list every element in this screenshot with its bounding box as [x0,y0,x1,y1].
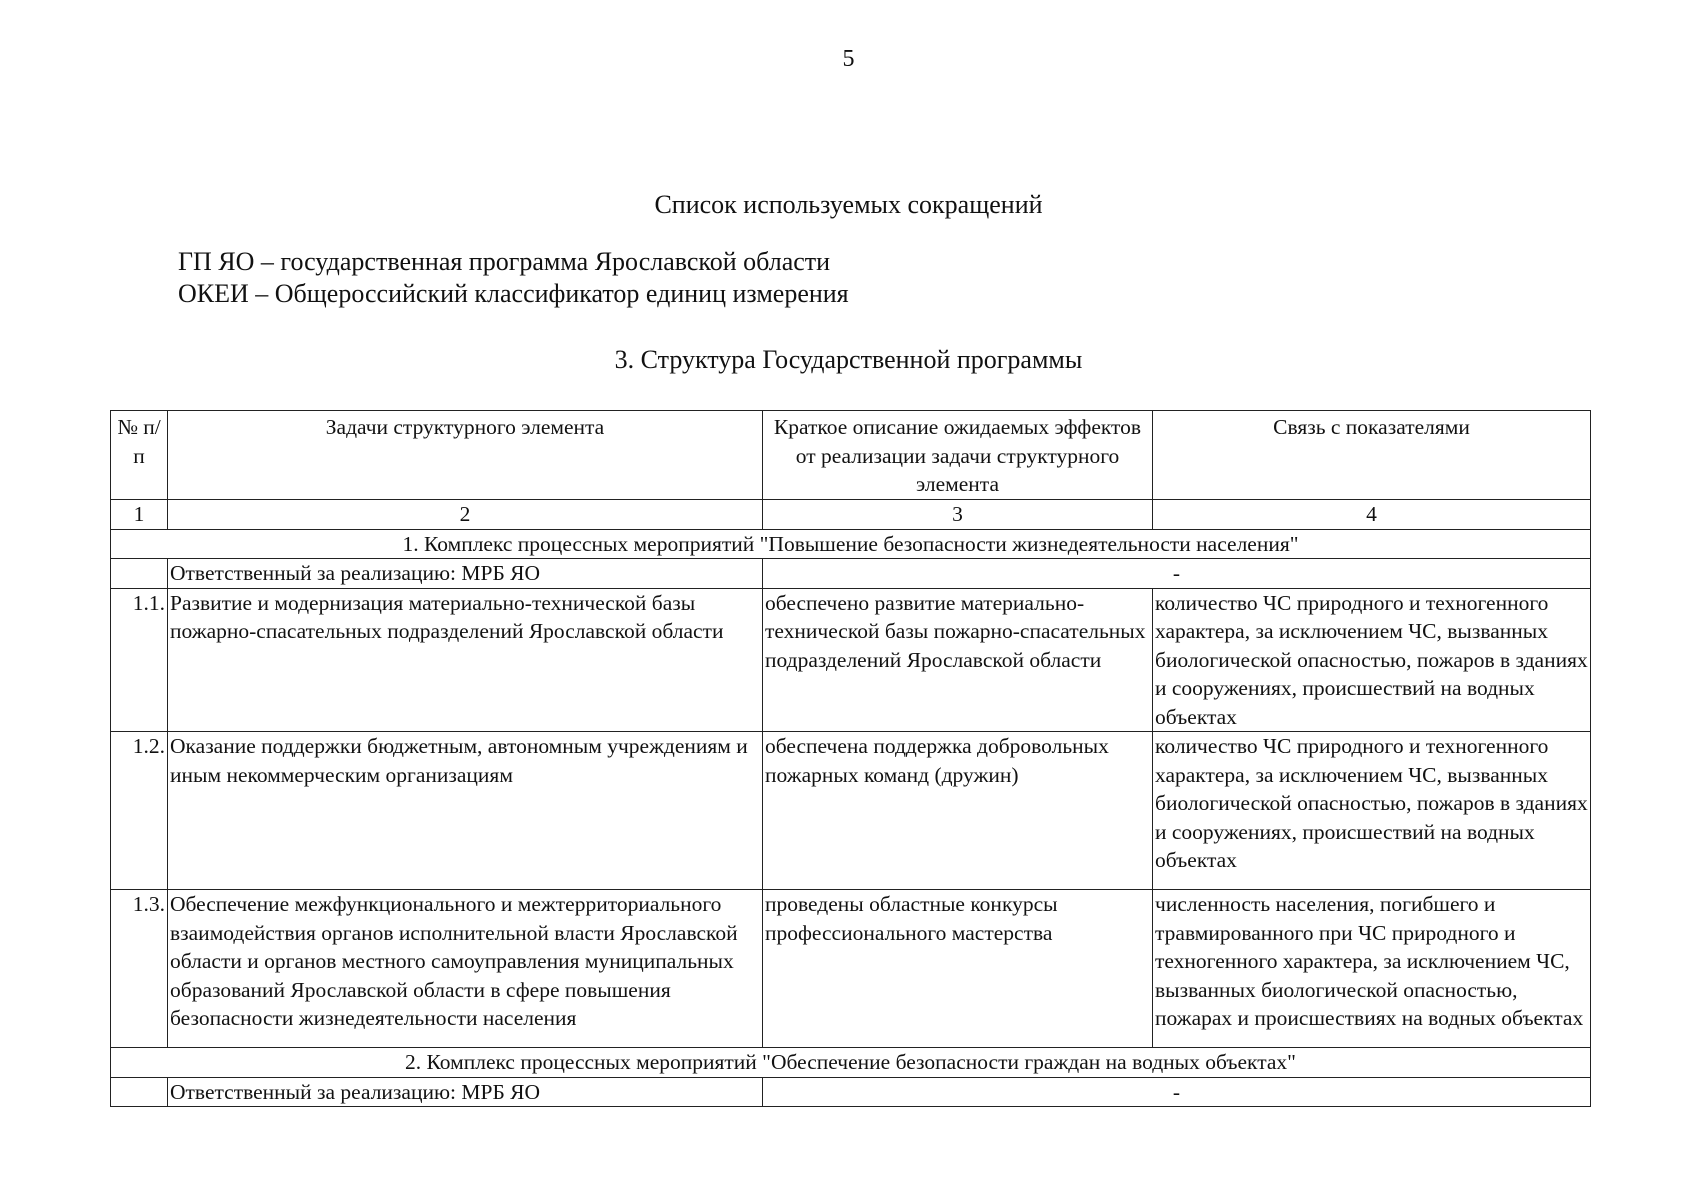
responsible-label: Ответственный за реализацию: МРБ ЯО [168,559,763,589]
row-number: 1.1. [111,588,168,732]
responsible-value: - [763,559,1591,589]
header-indicator: Связь с показателями [1153,411,1591,500]
group-title: 2. Комплекс процессных мероприятий "Обеспечение безопасности граждан на водных объектах" [111,1048,1591,1078]
responsible-label: Ответственный за реализацию: МРБ ЯО [168,1077,763,1107]
structure-table [110,410,1591,1107]
row-task: Развитие и модернизация материально-технической базы пожарно-спасательных подразделений Ярославской области [168,588,763,732]
abbreviations-list [178,246,849,310]
abbreviations-title: Список используемых сокращений [654,190,1043,219]
header-task: Задачи структурного элемента [168,411,763,500]
header-num: № п/п [111,411,168,500]
table-row [111,588,1591,732]
row-indicator: количество ЧС природного и техногенного характера, за исключением ЧС, вызванных биологической опасностью, пожаров в зданиях и сооружениях, происшествий на водных объектах [1153,732,1591,890]
responsible-row [111,559,1591,589]
row-number: 1.2. [111,732,168,890]
table-header-row [111,411,1591,500]
column-number: 4 [1153,500,1591,530]
group-title-row [111,529,1591,559]
header-effect: Краткое описание ожидаемых эффектов от реализации задачи структурного элемента [763,411,1153,500]
row-task: Обеспечение межфункционального и межтерриториального взаимодействия органов исполнительной власти Ярославской области и органов местного самоуправления муниципальных образований Ярославской области в сфере повышения безопасности жизнедеятельности населения [168,890,763,1048]
group-title-row [111,1048,1591,1078]
row-number: 1.3. [111,890,168,1048]
row-effect: обеспечено развитие материально-технической базы пожарно-спасательных подразделений Ярославской области [763,588,1153,732]
row-effect: проведены областные конкурсы профессионального мастерства [763,890,1153,1048]
responsible-value: - [763,1077,1591,1107]
column-number: 3 [763,500,1153,530]
section-title: 3. Структура Государственной программы [614,345,1083,374]
row-effect: обеспечена поддержка добровольных пожарных команд (дружин) [763,732,1153,890]
table-row [111,890,1591,1048]
responsible-row [111,1077,1591,1107]
empty-cell [111,559,168,589]
empty-cell [111,1077,168,1107]
table-row [111,732,1591,890]
row-indicator: количество ЧС природного и техногенного характера, за исключением ЧС, вызванных биологической опасностью, пожаров в зданиях и сооружениях, происшествий на водных объектах [1153,588,1591,732]
page-number: 5 [842,46,855,72]
abbreviation-item: ОКЕИ – Общероссийский классификатор единиц измерения [178,279,849,308]
column-number: 2 [168,500,763,530]
row-indicator: численность населения, погибшего и травмированного при ЧС природного и техногенного характера, за исключением ЧС, вызванных биологической опасностью, пожарах и происшествиях на водных объектах [1153,890,1591,1048]
group-title: 1. Комплекс процессных мероприятий "Повышение безопасности жизнедеятельности населения" [111,529,1591,559]
column-numbers-row [111,500,1591,530]
row-task: Оказание поддержки бюджетным, автономным учреждениям и иным некоммерческим организациям [168,732,763,890]
abbreviation-item: ГП ЯО – государственная программа Ярославской области [178,247,831,276]
column-number: 1 [111,500,168,530]
